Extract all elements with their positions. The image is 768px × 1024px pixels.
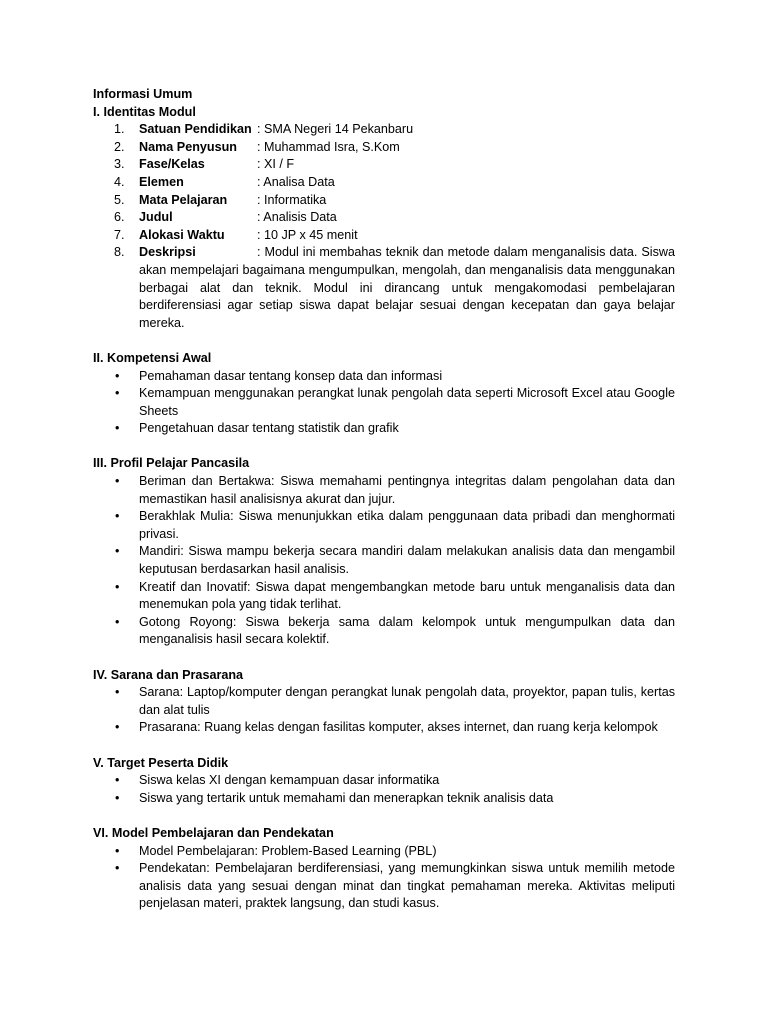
- list-item: • Pengetahuan dasar tentang statistik dan grafik: [93, 420, 675, 438]
- list-item: • Berakhlak Mulia: Siswa menunjukkan etika dalam penggunaan data pribadi dan menghormati privasi.: [115, 509, 675, 541]
- target-list: [93, 772, 675, 807]
- section-title-kompetensi: II. Kompetensi Awal: [93, 350, 212, 365]
- list-item: • Siswa yang tertarik untuk memahami dan menerapkan teknik analisis data: [93, 790, 675, 808]
- bullet-icon: •: [115, 421, 120, 436]
- bullet-icon: •: [115, 790, 120, 805]
- section-title-model: VI. Model Pembelajaran dan Pendekatan: [93, 825, 334, 840]
- list-item: • Sarana: Laptop/komputer dengan perangkat lunak pengolah data, proyektor, papan tulis, kertas dan alat tulis: [115, 685, 675, 717]
- section-title-identitas: I. Identitas Modul: [93, 104, 196, 119]
- bullet-icon: •: [115, 509, 120, 524]
- identitas-item: 4. Elemen : Analisa Data: [114, 174, 335, 189]
- kompetensi-list: [93, 368, 675, 438]
- identitas-list: [93, 121, 675, 332]
- list-item: • Kreatif dan Inovatif: Siswa dapat mengembangkan metode baru untuk menganalisis data dan menemukan pola yang tidak terlihat.: [115, 579, 675, 612]
- list-item: • Siswa kelas XI dengan kemampuan dasar informatika: [93, 772, 675, 790]
- bullet-icon: •: [115, 614, 120, 629]
- list-item: • Gotong Royong: Siswa bekerja sama dalam kelompok untuk mengumpulkan data dan menganalisis hasil secara kolektif.: [115, 614, 675, 647]
- identitas-item: 5. Mata Pelajaran : Informatika: [114, 192, 327, 207]
- identitas-item-deskripsi: 8. Deskripsi : Modul ini membahas teknik dan metode dalam menganalisis data. Siswa akan mempelajari bagaimana mengumpulkan, mengolah, dan menganalisis data menggunakan berbagai alat dan teknik. Modul ini dirancang untuk mengakomodasi pembelajaran berdiferensiasi agar setiap siswa dapat belajar sesuai dengan kecepatan dan gaya belajar mereka.: [114, 245, 675, 330]
- section-title-sarana: IV. Sarana dan Prasarana: [93, 667, 244, 682]
- identitas-item: 6. Judul : Analisis Data: [114, 210, 337, 225]
- list-item: • Pendekatan: Pembelajaran berdiferensiasi, yang memungkinkan siswa untuk memilih metode analisis data yang sesuai dengan minat dan tingkat pemahaman mereka. Aktivitas meliputi penjelasan materi, praktek langsung, dan studi kasus.: [115, 861, 675, 911]
- section-title-profil: III. Profil Pelajar Pancasila: [93, 456, 250, 471]
- identitas-item: 2. Nama Penyusun : Muhammad Isra, S.Kom: [114, 139, 400, 154]
- bullet-icon: •: [115, 474, 120, 489]
- bullet-icon: •: [115, 773, 120, 788]
- bullet-icon: •: [115, 861, 120, 876]
- bullet-icon: •: [115, 843, 120, 858]
- bullet-icon: •: [115, 720, 120, 735]
- list-item: • Beriman dan Bertakwa: Siswa memahami pentingnya integritas dalam pengolahan data dan memastikan hasil analisisnya akurat dan jujur.: [115, 474, 675, 506]
- identitas-item: 1. Satuan Pendidikan : SMA Negeri 14 Pekanbaru: [114, 122, 414, 137]
- bullet-icon: •: [115, 386, 120, 401]
- list-item: • Kemampuan menggunakan perangkat lunak pengolah data seperti Microsoft Excel atau Google Sheets: [115, 386, 675, 418]
- bullet-icon: •: [115, 579, 120, 594]
- bullet-icon: •: [115, 544, 120, 559]
- list-item: • Prasarana: Ruang kelas dengan fasilitas komputer, akses internet, dan ruang kerja kelompok: [93, 719, 675, 737]
- section-title-target: V. Target Peserta Didik: [93, 755, 229, 770]
- profil-list: [93, 473, 675, 649]
- model-list: [93, 843, 675, 913]
- bullet-icon: •: [115, 685, 120, 700]
- sarana-list: [93, 684, 675, 737]
- list-item: • Model Pembelajaran: Problem-Based Learning (PBL): [93, 843, 675, 861]
- document-heading: Informasi Umum: [93, 87, 193, 101]
- identitas-item: 3. Fase/Kelas : XI / F: [114, 157, 295, 172]
- document-page: [93, 86, 675, 913]
- list-item: • Pemahaman dasar tentang konsep data dan informasi: [93, 368, 675, 386]
- list-item: • Mandiri: Siswa mampu bekerja secara mandiri dalam melakukan analisis data dan mengambil keputusan berdasarkan hasil analisis.: [115, 544, 675, 577]
- bullet-icon: •: [115, 368, 120, 383]
- identitas-item: 7. Alokasi Waktu : 10 JP x 45 menit: [114, 227, 358, 242]
